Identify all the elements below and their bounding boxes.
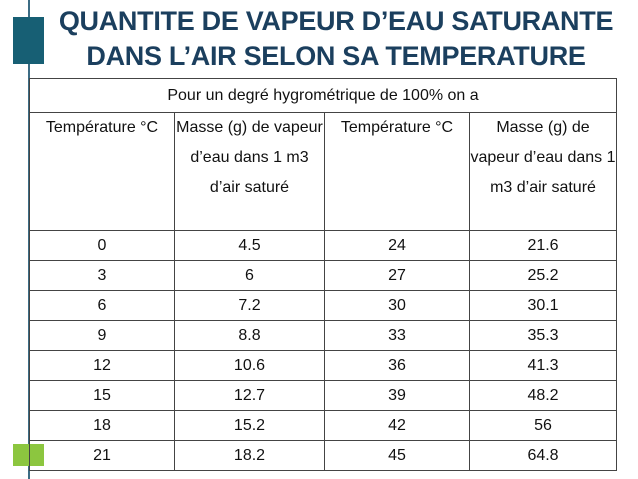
header-mass-2: Masse (g) de vapeur d’eau dans 1 m3 d’air saturé (470, 113, 617, 231)
table-cell: 0 (30, 231, 175, 261)
table-cell: 3 (30, 261, 175, 291)
table-cell: 35.3 (470, 321, 617, 351)
table-cell: 42 (325, 411, 470, 441)
table-cell: 21 (30, 441, 175, 471)
table-row (30, 351, 617, 381)
table-cell: 21.6 (470, 231, 617, 261)
table-cell: 56 (470, 411, 617, 441)
table-cell: 64.8 (470, 441, 617, 471)
table-row (30, 441, 617, 471)
table-cell: 4.5 (175, 231, 325, 261)
table-cell: 15 (30, 381, 175, 411)
table-cell: 39 (325, 381, 470, 411)
table-row (30, 261, 617, 291)
title-line-2: DANS L’AIR SELON SA TEMPERATURE (86, 41, 586, 71)
table-cell: 12.7 (175, 381, 325, 411)
table-cell: 33 (325, 321, 470, 351)
table-cell: 12 (30, 351, 175, 381)
table-cell: 18.2 (175, 441, 325, 471)
table-cell: 41.3 (470, 351, 617, 381)
title-line-1: QUANTITE DE VAPEUR D’EAU SATURANTE (58, 6, 614, 36)
table-row (30, 291, 617, 321)
table-row (30, 231, 617, 261)
table-cell: 6 (30, 291, 175, 321)
table-caption: Pour un degré hygrométrique de 100% on a (30, 79, 617, 113)
table-cell: 24 (325, 231, 470, 261)
table-cell: 30 (325, 291, 470, 321)
header-mass-1: Masse (g) de vapeur d’eau dans 1 m3 d’air saturé (175, 113, 325, 231)
table-cell: 27 (325, 261, 470, 291)
header-temperature-2: Température °C (325, 113, 470, 231)
table-cell: 25.2 (470, 261, 617, 291)
header-temperature-1: Température °C (30, 113, 175, 231)
table-cell: 9 (30, 321, 175, 351)
table-cell: 45 (325, 441, 470, 471)
table-cell: 6 (175, 261, 325, 291)
table-cell: 30.1 (470, 291, 617, 321)
table-row (30, 411, 617, 441)
table-cell: 15.2 (175, 411, 325, 441)
table-cell: 10.6 (175, 351, 325, 381)
table-row (30, 321, 617, 351)
slide-title (36, 4, 636, 74)
table-cell: 36 (325, 351, 470, 381)
table-header-row (30, 113, 617, 231)
table-row (30, 381, 617, 411)
table-cell: 48.2 (470, 381, 617, 411)
table-cell: 7.2 (175, 291, 325, 321)
table-cell: 18 (30, 411, 175, 441)
vapor-table (29, 78, 617, 471)
table-cell: 8.8 (175, 321, 325, 351)
